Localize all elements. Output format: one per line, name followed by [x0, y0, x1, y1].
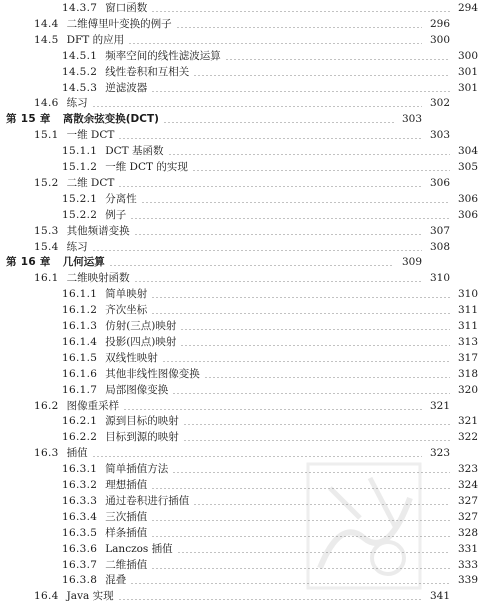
- subsection-entry[interactable]: [0, 191, 490, 208]
- entry-title: 目标到源的映射: [105, 431, 179, 444]
- dot-leader: [130, 583, 450, 584]
- chapter-entry[interactable]: [0, 254, 434, 271]
- dot-leader: [92, 250, 422, 251]
- dot-leader: [92, 106, 422, 107]
- page-number: 320: [457, 383, 478, 396]
- dot-leader: [193, 75, 450, 76]
- page-number: 301: [457, 65, 478, 78]
- section-entry[interactable]: [0, 270, 462, 287]
- entry-number: 15.1.2: [62, 161, 98, 173]
- entry-title: 线性卷积和互相关: [105, 65, 190, 78]
- dot-leader: [176, 27, 422, 28]
- page-number: 339: [457, 574, 478, 587]
- dot-leader: [118, 138, 422, 139]
- subsection-entry[interactable]: [0, 461, 490, 478]
- page-number: 304: [457, 145, 478, 158]
- dot-leader: [151, 313, 450, 314]
- subsection-entry[interactable]: [0, 48, 490, 65]
- subsection-entry[interactable]: [0, 429, 490, 446]
- entry-number: 16.3: [34, 447, 59, 460]
- entry-title: 其他频谱变换: [66, 224, 130, 237]
- entry-number: 16.3.7: [62, 558, 98, 571]
- page-number: 306: [429, 176, 450, 189]
- section-entry[interactable]: [0, 127, 462, 144]
- entry-title: 图像重采样: [66, 399, 120, 412]
- page-number: 294: [457, 2, 478, 14]
- page-number: 324: [457, 479, 478, 491]
- section-entry[interactable]: [0, 398, 462, 415]
- entry-number: 16.2: [34, 399, 59, 412]
- entry-title: DCT 基函数: [105, 145, 164, 158]
- entry-number: 16.1.4: [62, 335, 98, 348]
- entry-number: 16.1.1: [62, 288, 98, 301]
- entry-title: 练习: [66, 240, 88, 253]
- page-number: 303: [401, 113, 422, 126]
- dot-leader: [151, 297, 450, 298]
- entry-title: 双线性映射: [105, 351, 158, 364]
- entry-number: 16.3.5: [62, 526, 98, 539]
- entry-title: 二维傅里叶变换的例子: [66, 17, 172, 30]
- entry-title: 一维 DCT: [66, 129, 115, 142]
- entry-number: 16.4: [34, 590, 59, 603]
- entry-number: 15.2: [34, 176, 59, 189]
- entry-number: 16.1.3: [62, 320, 98, 332]
- page-number: 296: [429, 17, 450, 30]
- entry-number: 16.3.6: [62, 542, 98, 555]
- page-number: 333: [457, 558, 478, 571]
- entry-title: 通过卷积进行插值: [105, 494, 190, 507]
- subsection-entry[interactable]: [0, 572, 490, 589]
- page-number: 331: [457, 542, 478, 555]
- entry-title: 投影(四点)映射: [105, 335, 177, 348]
- entry-title: 一维 DCT 的实现: [105, 161, 188, 173]
- section-entry[interactable]: [0, 588, 462, 605]
- page-number: 311: [457, 304, 478, 317]
- dot-leader: [92, 456, 422, 457]
- subsection-entry[interactable]: [0, 80, 490, 97]
- entry-title: DFT 的应用: [66, 33, 125, 46]
- page-number: 306: [457, 192, 478, 205]
- entry-title: Lanczos 插值: [105, 542, 173, 555]
- entry-number: 16.1.2: [62, 304, 98, 317]
- entry-title: 混叠: [105, 574, 127, 587]
- section-entry[interactable]: [0, 95, 462, 112]
- entry-title: 仿射(三点)映射: [105, 320, 177, 332]
- entry-title: 几何运算: [62, 256, 105, 269]
- page-number: 321: [429, 399, 450, 412]
- subsection-entry[interactable]: [0, 64, 490, 81]
- subsection-entry[interactable]: [0, 207, 490, 224]
- dot-leader: [225, 59, 450, 60]
- dot-leader: [118, 186, 422, 187]
- entry-title: 其他非线性图像变换: [105, 367, 200, 380]
- page-number: 341: [429, 590, 450, 603]
- dot-leader: [162, 361, 450, 362]
- dot-leader: [128, 43, 422, 44]
- dot-leader: [151, 488, 450, 489]
- page-number: 302: [429, 97, 450, 110]
- entry-title: 局部图像变换: [105, 383, 169, 396]
- dot-leader: [151, 91, 450, 92]
- page-number: 307: [429, 224, 450, 237]
- subsection-entry[interactable]: [0, 334, 490, 351]
- page-number: 306: [457, 208, 478, 221]
- section-entry[interactable]: [0, 16, 462, 33]
- page-number: 321: [457, 415, 478, 428]
- section-entry[interactable]: [0, 223, 462, 240]
- page-number: 301: [457, 81, 478, 94]
- page-number: 311: [457, 320, 478, 332]
- page-number: 327: [457, 494, 478, 507]
- dot-leader: [172, 472, 450, 473]
- page-number: 300: [429, 33, 450, 46]
- dot-leader: [163, 122, 394, 123]
- entry-title: 理想插值: [105, 479, 148, 491]
- entry-number: 第 16 章: [6, 256, 51, 269]
- entry-number: 16.3.1: [62, 463, 98, 476]
- entry-number: 16.3.2: [62, 479, 98, 491]
- dot-leader: [192, 170, 450, 171]
- page-number: 327: [457, 510, 478, 523]
- entry-number: 16.3.8: [62, 574, 98, 587]
- subsection-entry[interactable]: [0, 493, 490, 510]
- page-number: 308: [429, 240, 450, 253]
- entry-title: 二维 DCT: [66, 176, 115, 189]
- dot-leader: [134, 234, 422, 235]
- entry-title: 二维插值: [105, 558, 148, 571]
- entry-number: 14.5.1: [62, 49, 98, 62]
- entry-title: 例子: [105, 208, 127, 221]
- page-number: 328: [457, 526, 478, 539]
- entry-number: 第 15 章: [6, 113, 51, 126]
- entry-title: 频率空间的线性滤波运算: [105, 49, 221, 62]
- subsection-entry[interactable]: [0, 302, 490, 319]
- section-entry[interactable]: [0, 445, 462, 462]
- section-entry[interactable]: [0, 32, 462, 49]
- entry-title: 窗口函数: [105, 2, 148, 14]
- entry-number: 16.1: [34, 272, 59, 285]
- subsection-entry[interactable]: [0, 159, 490, 176]
- entry-number: 14.5.2: [62, 65, 98, 78]
- entry-number: 16.2.1: [62, 415, 98, 428]
- entry-number: 15.2.1: [62, 192, 98, 205]
- entry-number: 15.1: [34, 129, 59, 142]
- dot-leader: [172, 393, 450, 394]
- entry-title: 分离性: [105, 192, 137, 205]
- entry-title: 练习: [66, 97, 88, 110]
- dot-leader: [180, 329, 450, 330]
- page-number: 317: [457, 351, 478, 364]
- page-number: 303: [429, 129, 450, 142]
- entry-title: 插值: [66, 447, 88, 460]
- entry-title: 齐次坐标: [105, 304, 148, 317]
- page-number: 310: [429, 272, 450, 285]
- chapter-entry[interactable]: [0, 111, 434, 128]
- dot-leader: [130, 218, 450, 219]
- dot-leader: [177, 552, 450, 553]
- entry-number: 14.4: [34, 17, 59, 30]
- page-number: 310: [457, 288, 478, 301]
- entry-title: 简单映射: [105, 288, 148, 301]
- entry-title: 三次插值: [105, 510, 148, 523]
- dot-leader: [134, 281, 422, 282]
- dot-leader: [118, 599, 422, 600]
- entry-number: 16.1.6: [62, 367, 98, 380]
- subsection-entry[interactable]: [0, 509, 490, 526]
- entry-title: 离散余弦变换(DCT): [62, 113, 159, 126]
- page-number: 322: [457, 431, 478, 444]
- entry-title: 二维映射函数: [66, 272, 130, 285]
- section-entry[interactable]: [0, 175, 462, 192]
- page-number: 313: [457, 335, 478, 348]
- entry-title: 简单插值方法: [105, 463, 169, 476]
- entry-title: 逆滤波器: [105, 81, 148, 94]
- dot-leader: [204, 377, 450, 378]
- entry-number: 16.2.2: [62, 431, 98, 444]
- subsection-entry[interactable]: [0, 366, 490, 383]
- entry-number: 16.3.4: [62, 510, 98, 523]
- entry-title: Java 实现: [66, 590, 114, 603]
- entry-number: 16.1.5: [62, 351, 98, 364]
- dot-leader: [151, 11, 450, 12]
- subsection-entry[interactable]: [0, 477, 490, 494]
- entry-number: 14.5: [34, 33, 59, 46]
- page-number: 309: [401, 256, 422, 269]
- subsection-entry[interactable]: [0, 318, 490, 335]
- dot-leader: [183, 440, 450, 441]
- entry-number: 15.1.1: [62, 145, 98, 158]
- dot-leader: [123, 409, 422, 410]
- page-number: 300: [457, 49, 478, 62]
- entry-number: 15.4: [34, 240, 59, 253]
- page-number: 323: [429, 447, 450, 460]
- entry-title: 样条插值: [105, 526, 148, 539]
- dot-leader: [180, 345, 450, 346]
- entry-number: 16.1.7: [62, 383, 98, 396]
- dot-leader: [109, 265, 394, 266]
- entry-number: 16.3.3: [62, 494, 98, 507]
- entry-number: 15.2.2: [62, 208, 98, 221]
- subsection-entry[interactable]: [0, 541, 490, 558]
- subsection-entry[interactable]: [0, 143, 490, 160]
- page-number: 305: [457, 161, 478, 173]
- section-entry[interactable]: [0, 239, 462, 256]
- page-number: 318: [457, 367, 478, 380]
- dot-leader: [193, 504, 450, 505]
- dot-leader: [151, 568, 450, 569]
- dot-leader: [168, 154, 451, 155]
- subsection-entry[interactable]: [0, 350, 490, 367]
- entry-number: 14.3.7: [62, 2, 98, 14]
- subsection-entry[interactable]: [0, 557, 490, 574]
- page-number: 323: [457, 463, 478, 476]
- subsection-entry[interactable]: [0, 382, 490, 399]
- dot-leader: [151, 520, 450, 521]
- subsection-entry[interactable]: [0, 286, 490, 303]
- entry-title: 源到目标的映射: [105, 415, 179, 428]
- subsection-entry[interactable]: [0, 525, 490, 542]
- dot-leader: [183, 424, 450, 425]
- dot-leader: [151, 536, 450, 537]
- entry-number: 14.6: [34, 97, 59, 110]
- entry-number: 14.5.3: [62, 81, 98, 94]
- subsection-entry[interactable]: [0, 0, 490, 17]
- dot-leader: [141, 202, 450, 203]
- subsection-entry[interactable]: [0, 413, 490, 430]
- entry-number: 15.3: [34, 224, 59, 237]
